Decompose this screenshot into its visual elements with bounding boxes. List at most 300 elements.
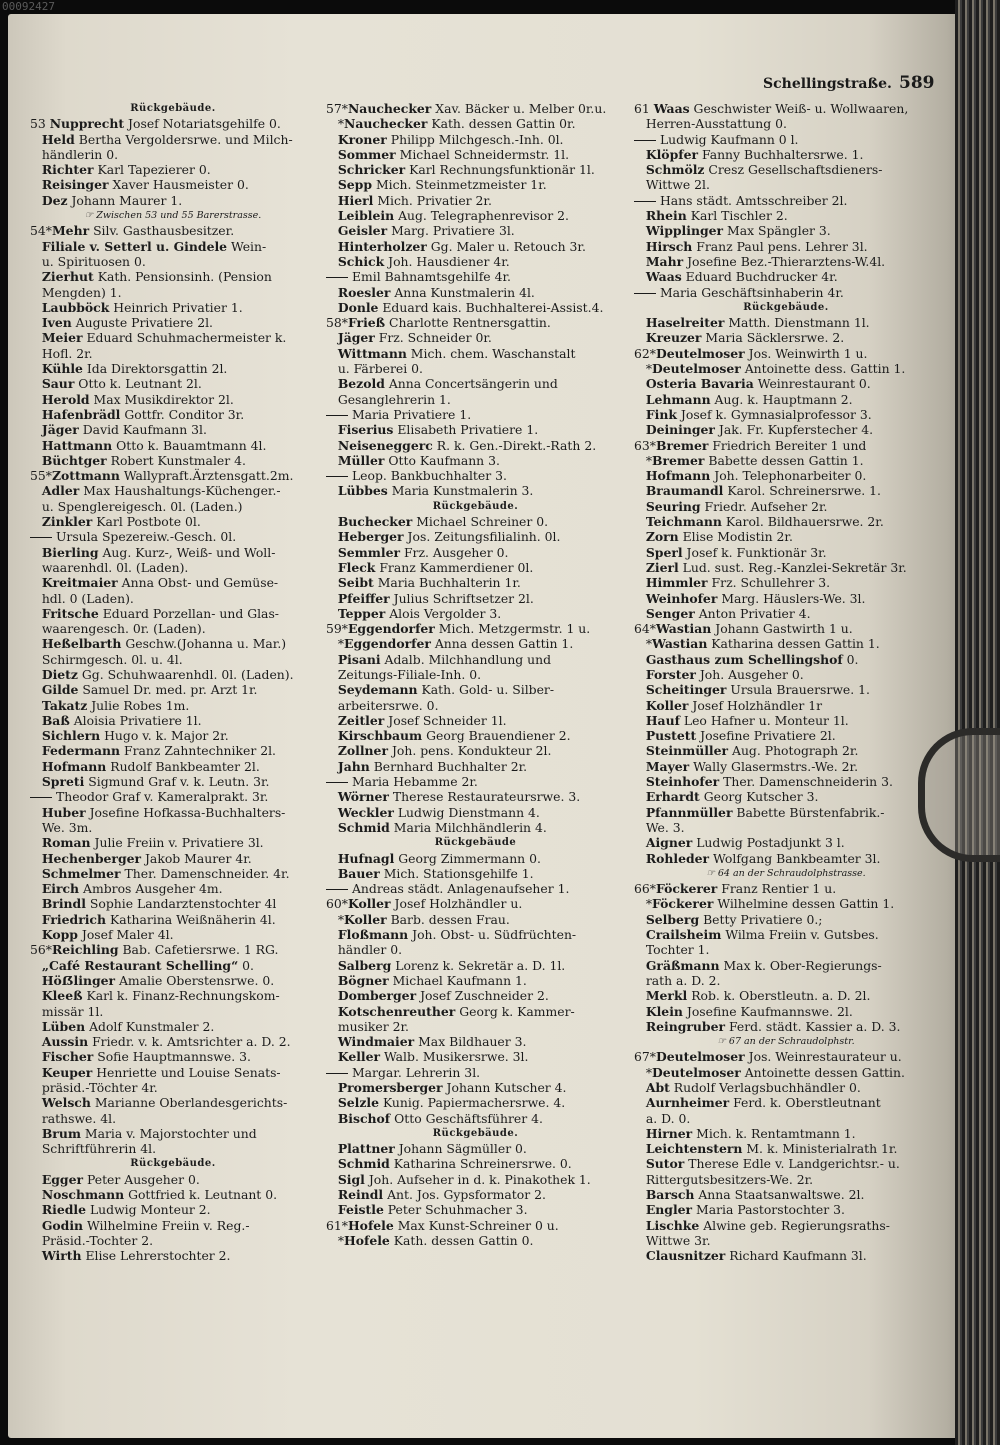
house-number: [634, 529, 646, 544]
directory-entry: [634, 1080, 938, 1095]
house-number: 61: [634, 101, 654, 116]
resident-name: Keller: [337, 1049, 381, 1065]
house-number: [326, 239, 338, 254]
resident-name: Klein: [645, 1003, 683, 1019]
resident-name: Föckerer: [655, 881, 718, 897]
house-number: [634, 560, 646, 575]
entry-text: Rudolf Verlagsbuchhändler 0.: [673, 1080, 861, 1095]
directory-entry: [326, 927, 625, 942]
directory-entry: [326, 1141, 625, 1156]
directory-entry: [30, 453, 316, 468]
directory-entry: [634, 514, 938, 529]
entry-text: Maria Kunstmalerin 3.: [391, 483, 534, 499]
house-number: [634, 254, 646, 269]
entry-text: Antoinette dessen Gattin.: [744, 1064, 905, 1080]
entry-text: Josef Maler 4l.: [81, 927, 174, 943]
entry-text: Ludwig Kaufmann 0 l.: [659, 131, 799, 147]
house-number: [326, 193, 338, 208]
resident-name: Zollner: [337, 743, 388, 759]
resident-name: Gasthaus zum Schellingshof: [645, 651, 843, 667]
entry-text: missär 1l.: [30, 1003, 104, 1019]
entry-text: Johann Kutscher 4.: [446, 1080, 567, 1095]
resident-name: Zottmann: [51, 468, 120, 484]
resident-name: Seuring: [645, 498, 701, 514]
house-number: [326, 1049, 338, 1064]
resident-name: Iven: [41, 315, 72, 331]
house-number: [634, 591, 646, 606]
entry-text: Kunig. Papiermachersrwe. 4.: [382, 1095, 566, 1111]
entry-text: Anton Privatier 4.: [698, 605, 811, 621]
entry-text: Anna Obst- und Gemüse-: [121, 575, 279, 591]
house-number: [326, 422, 338, 437]
resident-name: Selberg: [645, 911, 700, 927]
house-number: [30, 239, 42, 254]
resident-name: Engler: [645, 1202, 693, 1218]
resident-name: Gräßmann: [645, 957, 720, 973]
resident-name: Himmler: [645, 575, 708, 591]
entry-text: Matth. Dienstmann 1l.: [728, 315, 870, 331]
house-number: [30, 958, 42, 973]
resident-name: Jäger: [41, 422, 79, 438]
entry-text: Tochter 1.: [634, 942, 710, 958]
house-number: [326, 1141, 338, 1156]
house-number: [30, 851, 42, 866]
directory-entry: [634, 591, 938, 606]
directory-entry: [30, 529, 316, 544]
entry-text: Sofie Hauptmannswe. 3.: [97, 1049, 251, 1065]
house-number: [634, 1156, 646, 1171]
directory-entry: [30, 1034, 316, 1049]
house-number: [634, 223, 646, 238]
resident-name: Eggendorfer: [347, 621, 435, 637]
house-number: [326, 132, 338, 147]
ditto-dash: [30, 537, 52, 538]
resident-name: Salberg: [337, 957, 392, 973]
directory-entry: [634, 208, 938, 223]
directory-entry: [634, 361, 938, 376]
resident-name: Höẞlinger: [41, 972, 116, 988]
directory-entry: [634, 330, 938, 345]
resident-name: Bögner: [337, 972, 389, 988]
entry-continuation: [326, 942, 625, 957]
house-number: [30, 835, 42, 850]
house-number: [634, 698, 646, 713]
directory-entry: [634, 896, 938, 911]
directory-entry: [634, 606, 938, 621]
directory-entry: [326, 514, 625, 529]
resident-name: Schmid: [337, 1156, 390, 1172]
entry-text: Frz. Schneider 0r.: [378, 330, 492, 346]
entry-continuation: [634, 116, 938, 131]
directory-entry: [634, 1095, 938, 1110]
house-number: [634, 958, 646, 973]
directory-entry: [326, 636, 625, 651]
section-heading: [634, 300, 938, 315]
directory-entry: [326, 1049, 625, 1064]
directory-entry: [30, 223, 316, 238]
entry-text: Ferd. städt. Kassier a. D. 3.: [728, 1018, 901, 1034]
resident-name: Rohleder: [645, 850, 710, 866]
entry-text: u. Färberei 0.: [326, 361, 423, 377]
directory-entry: [326, 575, 625, 590]
directory-entry: [326, 973, 625, 988]
entry-text: hdl. 0 (Laden).: [30, 590, 134, 606]
resident-name: Sepp: [337, 177, 372, 193]
resident-name: Takatz: [41, 697, 88, 713]
directory-entry: [30, 468, 316, 483]
directory-entry: [634, 1126, 938, 1141]
directory-entry: [326, 453, 625, 468]
directory-entry: [326, 346, 625, 361]
directory-entry: [326, 896, 625, 911]
directory-entry: [326, 1111, 625, 1126]
resident-name: Schmid: [337, 819, 390, 835]
entry-text: Therese Restaurateursrwe. 3.: [392, 789, 581, 805]
resident-name: Steinmüller: [645, 743, 729, 759]
directory-entry: [634, 789, 938, 804]
entry-text: Präsid.-Tochter 2.: [30, 1232, 154, 1248]
directory-entry: [634, 376, 938, 391]
house-number: 63*: [634, 437, 656, 453]
entry-text: a. D. 0.: [634, 1110, 691, 1126]
entry-text: Maria Privatiere 1.: [351, 406, 472, 422]
page-edge: [955, 0, 1000, 1445]
entry-text: Ludwig Dienstmann 4.: [397, 804, 540, 820]
ditto-dash: [326, 415, 348, 416]
directory-entry: [326, 162, 625, 177]
entry-text: Ursula Spezereiw.-Gesch. 0l.: [55, 529, 237, 545]
directory-entry: [326, 529, 625, 544]
house-number: [326, 529, 338, 544]
resident-name: Windmaier: [337, 1034, 415, 1050]
resident-name: Sommer: [337, 146, 396, 162]
house-number: [30, 805, 42, 820]
entry-text: Michael Schreiner 0.: [416, 514, 549, 530]
house-number: [326, 346, 338, 361]
resident-name: Bezold: [337, 376, 385, 392]
directory-entry: [326, 300, 625, 315]
resident-name: Kleeß: [41, 988, 83, 1004]
house-number: [634, 1019, 646, 1034]
entry-text: M. k. Ministerialrath 1r.: [746, 1141, 898, 1157]
entry-text: Lud. sust. Reg.-Kanzlei-Sekretär 3r.: [682, 559, 907, 575]
entry-text: Eduard Schuhmachermeister k.: [86, 330, 287, 346]
entry-text: Max Bildhauer 3.: [418, 1034, 527, 1050]
house-number: [634, 667, 646, 682]
ditto-dash: [326, 476, 348, 477]
house-number: *: [634, 896, 653, 912]
entry-continuation: [30, 1111, 316, 1126]
entry-text: We. 3m.: [30, 819, 93, 835]
directory-entry: [326, 376, 625, 391]
resident-name: Schmölz: [645, 162, 705, 178]
entry-text: Anna Kunstmalerin 4l.: [394, 284, 535, 300]
directory-entry: [30, 805, 316, 820]
entry-text: Otto k. Leutnant 2l.: [78, 376, 202, 392]
house-number: [30, 988, 42, 1003]
resident-name: Braumandl: [645, 483, 724, 499]
resident-name: Müller: [337, 452, 385, 468]
entry-text: Josefine Privatiere 2l.: [700, 728, 836, 744]
directory-entry: [634, 1248, 938, 1263]
entry-text: 0.: [242, 957, 254, 973]
entry-text: u. Spirituosen 0.: [30, 253, 146, 269]
entry-text: Eduard Porzellan- und Glas-: [102, 605, 279, 621]
ditto-dash: [634, 293, 656, 294]
entry-text: Ferd. k. Oberstleutnant: [733, 1095, 881, 1111]
entry-text: Kath. dessen Gattin 0.: [393, 1232, 534, 1248]
house-number: 61*: [326, 1217, 348, 1233]
entry-text: Richard Kaufmann 3l.: [729, 1248, 867, 1264]
directory-entry: [634, 713, 938, 728]
entry-text: Mich. Metzgermstr. 1 u.: [438, 621, 591, 637]
house-number: [634, 1202, 646, 1217]
house-number: [634, 514, 646, 529]
entry-text: Joh. Telephonarbeiter 0.: [714, 468, 867, 484]
house-number: [326, 1172, 338, 1187]
resident-name: Zierhut: [41, 269, 94, 285]
directory-entry: [326, 208, 625, 223]
resident-name: Wastian: [655, 621, 712, 637]
entry-continuation: [634, 177, 938, 192]
resident-name: Sigl: [337, 1171, 365, 1187]
entry-text: Aloisia Privatiere 1l.: [73, 712, 202, 728]
entry-text: Julie Freiin v. Privatiere 3l.: [94, 835, 264, 851]
house-number: [30, 422, 42, 437]
entry-text: Sigmund Graf v. k. Leutn. 3r.: [88, 774, 270, 790]
entry-text: Bernhard Buchhalter 2r.: [373, 758, 528, 774]
house-number: [326, 514, 338, 529]
resident-name: Hechenberger: [41, 850, 142, 866]
resident-name: Plattner: [337, 1141, 395, 1157]
resident-name: Kirschbaum: [337, 728, 423, 744]
resident-name: Hufnagl: [337, 850, 395, 866]
resident-name: Abt: [645, 1080, 670, 1095]
house-number: [30, 1049, 42, 1064]
directory-entry: [634, 254, 938, 269]
resident-name: Reisinger: [41, 177, 109, 193]
entry-text: Marg. Privatiere 3l.: [391, 223, 515, 239]
directory-entry: [326, 912, 625, 927]
entry-text: Otto Geschäftsführer 4.: [394, 1110, 543, 1126]
page-number: 589: [899, 73, 935, 93]
house-number: [30, 912, 42, 927]
entry-continuation: [326, 667, 625, 682]
house-number: [30, 759, 42, 774]
directory-entry: [634, 1156, 938, 1171]
entry-text: Hans städt. Amtsschreiber 2l.: [659, 192, 848, 208]
resident-name: Waas: [645, 269, 682, 285]
house-number: [30, 1218, 42, 1233]
entry-text: Jos. Weinwirth 1 u.: [748, 345, 868, 361]
resident-name: Erhardt: [645, 789, 700, 805]
directory-entry: [326, 132, 625, 147]
entry-text: Babette dessen Gattin 1.: [708, 452, 864, 468]
house-number: [30, 667, 42, 682]
entry-text: Rudolf Bankbeamter 2l.: [110, 758, 260, 774]
entry-text: Karl Rechnungsfunktionär 1l.: [409, 162, 595, 178]
house-number: [30, 881, 42, 896]
ditto-dash: [634, 201, 656, 202]
resident-name: Jäger: [337, 330, 375, 346]
house-number: [634, 330, 646, 345]
entry-text: Fanny Buchhaltersrwe. 1.: [701, 146, 864, 162]
resident-name: Kreuzer: [645, 330, 702, 346]
directory-entry: [326, 1233, 625, 1248]
house-number: 57*: [326, 101, 348, 116]
directory-entry: [326, 1202, 625, 1217]
entry-text: Marianne Oberlandesgerichts-: [94, 1095, 288, 1111]
house-number: [634, 728, 646, 743]
entry-continuation: [634, 1233, 938, 1248]
entry-text: Aug. Telegraphenrevisor 2.: [398, 208, 569, 224]
house-number: [326, 988, 338, 1003]
resident-name: Reingruber: [645, 1018, 725, 1034]
directory-entry: [326, 805, 625, 820]
entry-text: Aug. Kurz-, Weiß- und Woll-: [102, 544, 276, 560]
directory-entry: [634, 239, 938, 254]
house-number: [634, 1218, 646, 1233]
house-number: [30, 269, 42, 284]
entry-continuation: [30, 652, 316, 667]
house-number: [326, 606, 338, 621]
entry-text: Adalb. Milchhandlung und: [384, 651, 552, 667]
house-number: [30, 682, 42, 697]
house-number: [634, 1004, 646, 1019]
house-number: [634, 988, 646, 1003]
directory-entry: [634, 545, 938, 560]
cross-reference-note: [30, 208, 316, 223]
directory-entry: [634, 728, 938, 743]
resident-name: Domberger: [337, 988, 417, 1004]
house-number: *: [326, 911, 345, 927]
entry-text: Wein-: [231, 238, 267, 254]
house-number: [634, 912, 646, 927]
directory-entry: [634, 529, 938, 544]
directory-entry: [634, 835, 938, 850]
house-number: [326, 958, 338, 973]
house-number: [634, 1095, 646, 1110]
resident-name: Lübbes: [337, 483, 388, 499]
entry-text: Anna Concertsängerin und: [388, 376, 558, 392]
resident-name: Baß: [41, 712, 70, 728]
entry-text: Josef Holzhändler u.: [394, 896, 523, 912]
entry-text: Heinrich Privatier 1.: [113, 299, 243, 315]
entry-text: Julie Robes 1m.: [91, 697, 190, 713]
house-number: [30, 866, 42, 881]
entry-text: Eduard Buchdrucker 4r.: [685, 269, 838, 285]
entry-text: Josef k. Funktionär 3r.: [686, 544, 827, 560]
directory-entry: [326, 606, 625, 621]
resident-name: Zorn: [645, 529, 679, 545]
entry-text: Josef Schneider 1l.: [388, 712, 507, 728]
house-number: 54*: [30, 223, 52, 239]
resident-name: Leiblein: [337, 208, 395, 224]
house-number: [326, 728, 338, 743]
house-number: [634, 743, 646, 758]
entry-text: Charlotte Rentnersgattin.: [389, 315, 551, 331]
directory-entry: [30, 315, 316, 330]
directory-entry: [634, 147, 938, 162]
entry-text: Josef Holzhändler 1r: [692, 697, 823, 713]
entry-text: Xav. Bäcker u. Melber 0r.u.: [435, 101, 607, 116]
entry-text: Elise Modistin 2r.: [682, 529, 793, 545]
directory-entry: [326, 330, 625, 345]
directory-entry: [30, 545, 316, 560]
entry-text: Leop. Bankbuchhalter 3.: [351, 468, 507, 484]
resident-name: Hinterholzer: [337, 238, 427, 254]
resident-name: Hirsch: [645, 238, 693, 254]
house-number: [634, 759, 646, 774]
entry-text: Gottfried k. Leutnant 0.: [128, 1187, 278, 1203]
entry-continuation: [30, 1233, 316, 1248]
resident-name: Hofele: [347, 1217, 394, 1233]
entry-text: Gg. Schuhwaarenhdl. 0l. (Laden).: [81, 666, 294, 682]
directory-entry: [30, 988, 316, 1003]
resident-name: Wipplinger: [645, 223, 724, 239]
house-number: [326, 560, 338, 575]
house-number: [30, 514, 42, 529]
house-number: [326, 147, 338, 162]
entry-text: Rückgebäude: [434, 837, 517, 849]
house-number: 59*: [326, 621, 348, 637]
entry-text: Joh. Aufseher in d. k. Pinakothek 1.: [368, 1171, 591, 1187]
entry-text: Betty Privatiere 0.;: [703, 911, 823, 927]
resident-name: Wirth: [41, 1248, 82, 1264]
entry-text: Friedrich Bereiter 1 und: [712, 437, 867, 453]
directory-entry: [634, 315, 938, 330]
directory-entry: [326, 591, 625, 606]
house-number: [326, 1156, 338, 1171]
entry-text: Hugo v. k. Major 2r.: [104, 728, 229, 744]
house-number: [634, 392, 646, 407]
resident-name: Hauf: [645, 712, 680, 728]
entry-text: Michael Schneidermstr. 1l.: [399, 146, 570, 162]
entry-text: Josefine Kaufmannswe. 2l.: [686, 1003, 853, 1019]
directory-entry: [634, 132, 938, 147]
resident-name: Hofele: [344, 1232, 390, 1248]
entry-continuation: [634, 973, 938, 988]
entry-text: Mengden) 1.: [30, 284, 122, 300]
directory-entry: [30, 300, 316, 315]
house-number: [326, 376, 338, 391]
directory-entry: [326, 483, 625, 498]
house-number: [634, 422, 646, 437]
entry-text: Josef Notariatsgehilfe 0.: [128, 116, 281, 132]
house-number: [326, 545, 338, 560]
entry-text: händler 0.: [326, 942, 403, 958]
directory-entry: [30, 239, 316, 254]
entry-text: Schirmgesch. 0l. u. 4l.: [30, 651, 183, 667]
entry-text: Mich. Stationsgehilfe 1.: [383, 865, 534, 881]
house-number: [634, 682, 646, 697]
directory-entry: [30, 1172, 316, 1187]
entry-text: Hofl. 2r.: [30, 345, 93, 361]
resident-name: Herold: [41, 391, 90, 407]
directory-entry: [30, 162, 316, 177]
directory-entry: [326, 743, 625, 758]
entry-text: Josefine Hofkassa-Buchhalters-: [89, 804, 286, 820]
directory-entry: [326, 545, 625, 560]
house-number: 53: [30, 116, 50, 132]
section-heading: [30, 1156, 316, 1171]
house-number: [326, 759, 338, 774]
resident-name: Huber: [41, 804, 86, 820]
directory-entry: [30, 177, 316, 192]
entry-text: Emil Bahnamtsgehilfe 4r.: [351, 269, 511, 285]
resident-name: Barsch: [645, 1187, 695, 1203]
resident-name: Fritsche: [41, 605, 99, 621]
